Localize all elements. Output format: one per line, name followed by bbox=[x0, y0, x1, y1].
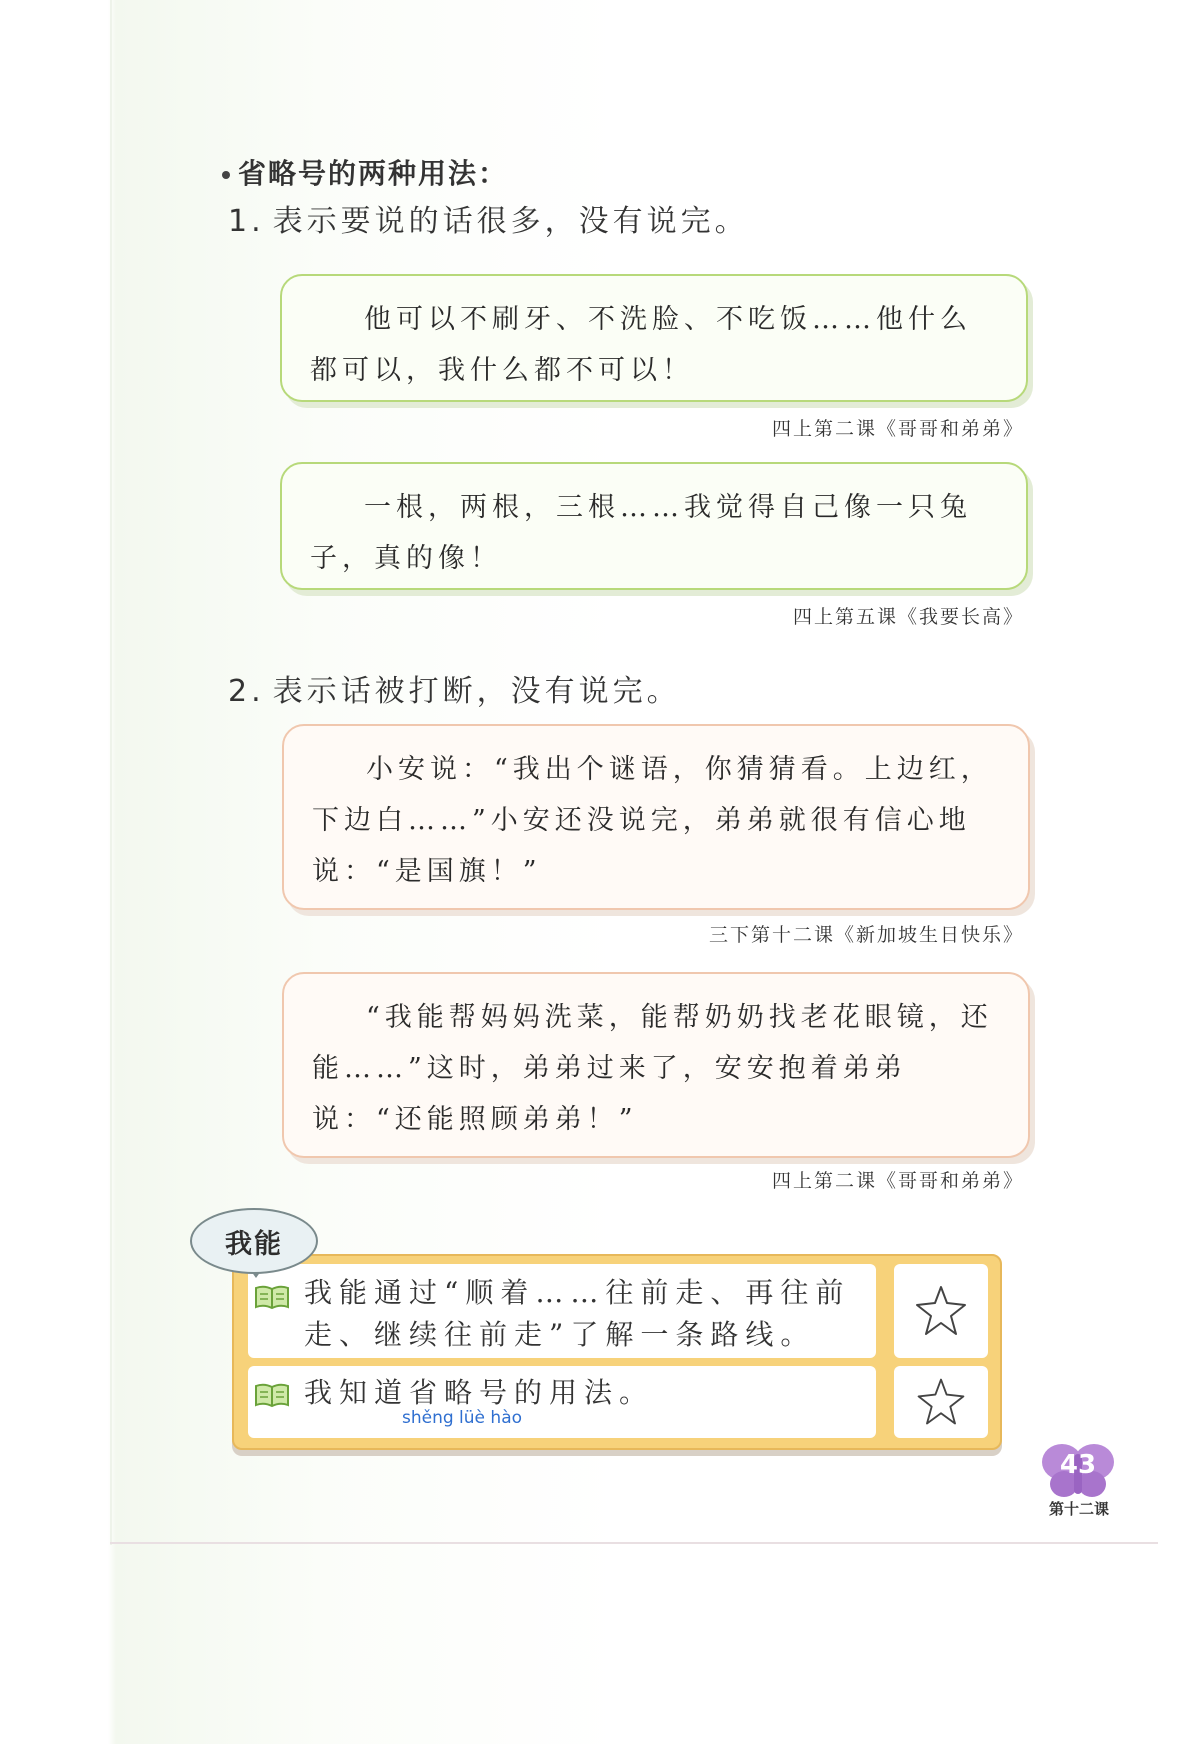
usage-1-number: 1. bbox=[228, 204, 265, 239]
usage-2-text: 表示话被打断，没有说完。 bbox=[272, 674, 681, 709]
lesson-label: 第十二课 bbox=[1048, 1500, 1109, 1518]
quote-box-3 bbox=[282, 724, 1030, 910]
usage-2-number: 2. bbox=[228, 674, 265, 709]
page-number: 43 bbox=[1059, 1450, 1097, 1480]
usage-2 bbox=[228, 666, 681, 710]
star-box-2[interactable] bbox=[894, 1366, 988, 1438]
bottom-divider bbox=[110, 1542, 1158, 1544]
star-box-1[interactable] bbox=[894, 1264, 988, 1358]
quote-1-source: 四上第二课《哥哥和弟弟》 bbox=[771, 418, 1024, 440]
quote-2-source: 四上第五课《我要长高》 bbox=[792, 606, 1024, 628]
quote-box-2 bbox=[280, 462, 1028, 590]
quote-3-text: 小安说：“我出个谜语，你猜猜看。上边红，下边白……”小安还没说完，弟弟就很有信心地说：“是国旗！” bbox=[312, 754, 993, 887]
section-heading bbox=[222, 152, 508, 192]
star-icon bbox=[913, 1374, 969, 1430]
quote-4-text: “我能帮妈妈洗菜，能帮奶奶找老花眼镜，还能……”这时，弟弟过来了，安安抱着弟弟说：“还能照顾弟弟！” bbox=[312, 1002, 993, 1135]
bullet-icon bbox=[222, 171, 230, 179]
usage-1-text: 表示要说的话很多，没有说完。 bbox=[272, 204, 749, 239]
can-do-item-1-line-1: 我能通过“顺着……往前走、再往前 bbox=[304, 1276, 851, 1309]
heading-text: 省略号的两种用法： bbox=[238, 157, 509, 190]
can-do-title: 我能 bbox=[225, 1228, 283, 1260]
quote-box-1 bbox=[280, 274, 1028, 402]
can-do-bubble bbox=[190, 1208, 318, 1274]
star-icon bbox=[911, 1281, 971, 1341]
can-do-item-2: 我知道省略号的用法。 bbox=[304, 1376, 655, 1409]
quote-4-source: 四上第二课《哥哥和弟弟》 bbox=[771, 1170, 1024, 1192]
usage-1 bbox=[228, 196, 749, 240]
quote-1-text: 他可以不刷牙、不洗脸、不吃饭……他什么都可以，我什么都不可以！ bbox=[310, 304, 972, 386]
can-do-item-1-line-2: 走、继续往前走”了解一条路线。 bbox=[304, 1318, 816, 1351]
pinyin-annotation: shěng lüè hào bbox=[402, 1408, 523, 1428]
quote-2-text: 一根，两根，三根……我觉得自己像一只兔子，真的像！ bbox=[310, 492, 972, 574]
quote-3-source: 三下第十二课《新加坡生日快乐》 bbox=[708, 924, 1024, 946]
book-icon bbox=[254, 1284, 290, 1310]
book-icon bbox=[254, 1382, 290, 1408]
page-edge bbox=[110, 0, 112, 1545]
quote-box-4 bbox=[282, 972, 1030, 1158]
